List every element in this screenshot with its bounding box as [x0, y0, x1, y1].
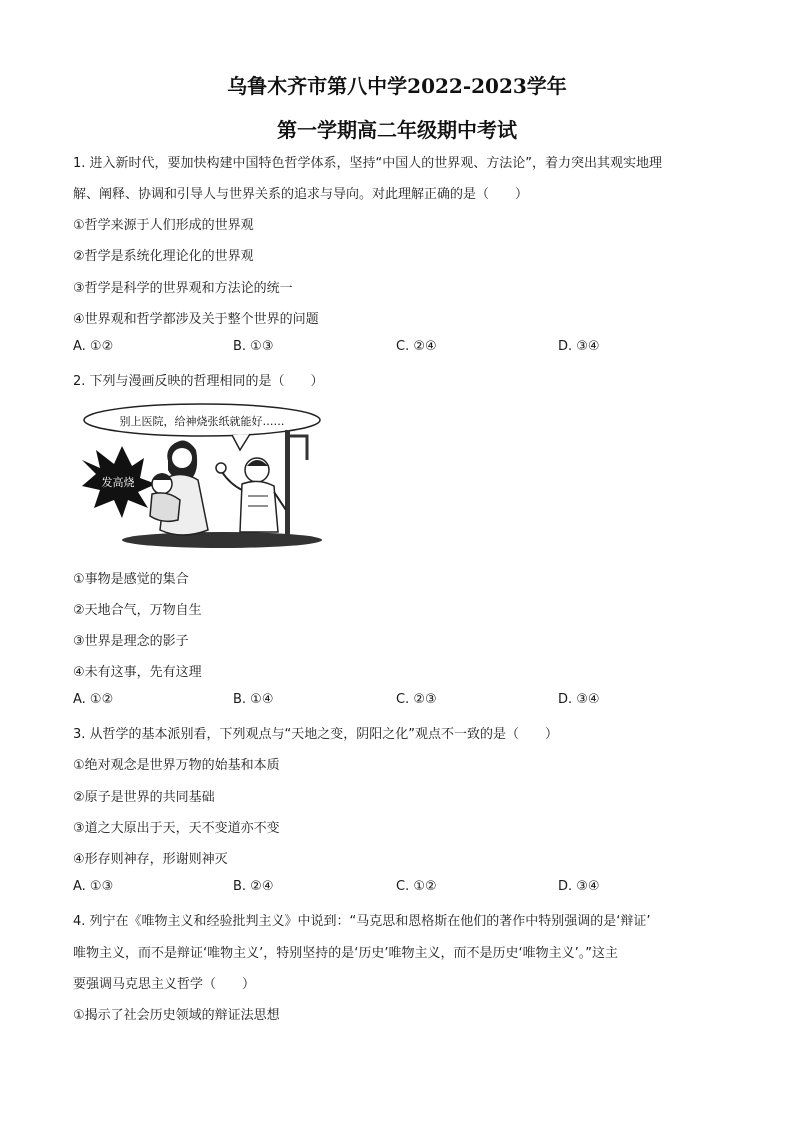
question-2-option-a: A. ①② — [73, 692, 114, 707]
question-1-item-3: ③哲学是科学的世界观和方法论的统一 — [73, 281, 293, 296]
question-2-item-1: ①事物是感觉的集合 — [73, 572, 189, 587]
question-3-option-b: B. ②④ — [233, 879, 274, 894]
question-1-stem-line2: 解、阐释、协调和引导人与世界关系的追求与导向。对此理解正确的是（ ） — [73, 187, 529, 202]
question-1-item-4: ④世界观和哲学都涉及关于整个世界的问题 — [73, 312, 319, 327]
cartoon-image — [82, 400, 327, 550]
question-3-item-2: ②原子是世界的共同基础 — [73, 790, 215, 805]
question-4-stem-line1: 4. 列宁在《唯物主义和经验批判主义》中说到：“马克思和恩格斯在他们的著作中特别强调的是‘辩证’ — [73, 914, 651, 929]
question-3-option-c: C. ①② — [396, 879, 437, 894]
speech-bubble-text: 别上医院，给神烧张纸就能好…… — [119, 415, 285, 428]
question-2-option-c: C. ②③ — [396, 692, 437, 707]
question-2-item-2: ②天地合气，万物自生 — [73, 603, 202, 618]
question-1-item-1: ①哲学来源于人们形成的世界观 — [73, 218, 254, 233]
question-1-option-c: C. ②④ — [396, 339, 437, 354]
pole — [285, 430, 290, 545]
question-1-option-b: B. ①③ — [233, 339, 274, 354]
question-2-item-3: ③世界是理念的影子 — [73, 634, 189, 649]
question-1-item-2: ②哲学是系统化理论化的世界观 — [73, 249, 254, 264]
question-2-option-d: D. ③④ — [558, 692, 600, 707]
question-4-stem-line3: 要强调马克思主义哲学（ ） — [73, 977, 256, 992]
question-3-stem: 3. 从哲学的基本派别看，下列观点与“天地之变，阴阳之化”观点不一致的是（ ） — [73, 727, 559, 742]
question-1-option-d: D. ③④ — [558, 339, 600, 354]
question-3-item-1: ①绝对观念是世界万物的始基和本质 — [73, 758, 280, 773]
question-1-option-a: A. ①② — [73, 339, 114, 354]
question-4-stem-line2: 唯物主义，而不是辩证‘唯物主义’，特别坚持的是‘历史’唯物主义，而不是历史‘唯物主义’。”这主 — [73, 946, 619, 961]
question-3-item-3: ③道之大原出于天，天不变道亦不变 — [73, 821, 280, 836]
question-1-stem-line1: 1. 进入新时代，要加快构建中国特色哲学体系，坚持“中国人的世界观、方法论”，着力突出其观实地理 — [73, 156, 663, 171]
page-title-line2: 第一学期高二年级期中考试 — [277, 118, 517, 142]
fever-label: 发高烧 — [101, 476, 135, 489]
question-2-option-b: B. ①④ — [233, 692, 274, 707]
question-2-stem: 2. 下列与漫画反映的哲理相同的是（ ） — [73, 374, 324, 389]
question-4-item-1: ①揭示了社会历史领域的辩证法思想 — [73, 1008, 280, 1023]
question-2-item-4: ④未有这事，先有这理 — [73, 665, 202, 680]
question-3-option-d: D. ③④ — [558, 879, 600, 894]
page-title-line1: 乌鲁木齐市第八中学2022-2023学年 — [227, 74, 567, 98]
question-3-option-a: A. ①③ — [73, 879, 114, 894]
question-3-item-4: ④形存则神存，形谢则神灭 — [73, 852, 228, 867]
